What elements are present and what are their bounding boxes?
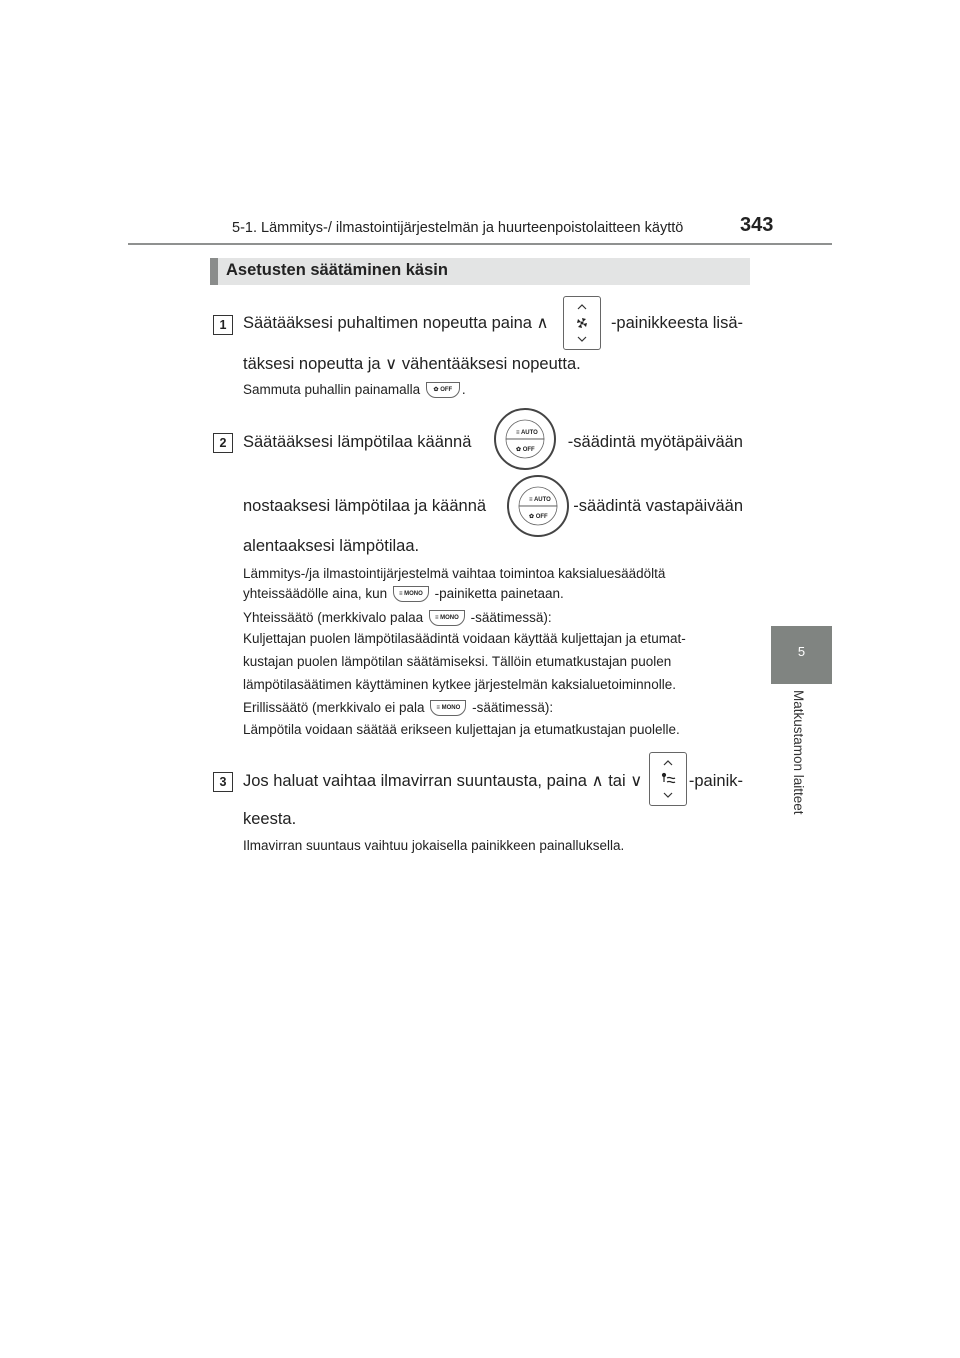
- step-2-note-1-line-1: Lämmitys-/ja ilmastointijärjestelmä vaihtaa toimintoa kaksialuesäädöltä: [243, 566, 666, 581]
- step-3-line-2: keesta.: [243, 810, 297, 828]
- header-divider: [128, 243, 832, 245]
- step-1-text-before-icon: Säätääksesi puhaltimen nopeutta paina ∧: [243, 314, 549, 332]
- mono-button-icon: ≡ MONO: [393, 586, 429, 602]
- step-2-line-2: nostaaksesi lämpötilaa ja käännä -säädintä vastapäivään: [243, 497, 743, 515]
- temperature-dial-icon: [494, 408, 556, 470]
- fan-off-button-icon: ✿ OFF: [426, 382, 460, 398]
- step-2-note-2-line-4: lämpötilasäätimen käyttäminen kytkee järjestelmän kaksialuetoiminnolle.: [243, 677, 676, 692]
- section-heading: [210, 258, 750, 285]
- airflow-mode-button-icon: [649, 752, 687, 806]
- mono-button-icon-3: ≡ MONO: [430, 700, 466, 716]
- mono-button-icon-2: ≡ MONO: [429, 610, 465, 626]
- step-1-line-2: täksesi nopeutta ja ∨ vähentääksesi nopeutta.: [243, 355, 581, 373]
- step-1-note: Sammuta puhallin painamalla ✿ OFF .: [243, 382, 466, 397]
- section-title: Asetusten säätäminen käsin: [226, 261, 448, 279]
- svg-text:≡ AUTO: ≡ AUTO: [529, 497, 551, 503]
- svg-text:≡ AUTO: ≡ AUTO: [516, 430, 538, 436]
- step-2-note-2-line-3: kustajan puolen lämpötilan säätämiseksi. Tällöin etumatkustajan puolen: [243, 654, 672, 669]
- step-1-line-1: [243, 313, 743, 333]
- chapter-tab: [771, 626, 832, 684]
- chapter-title: 5-1. Lämmitys-/ ilmastointijärjestelmän ja huurteenpoistolaitteen käyttö: [232, 220, 684, 236]
- section-heading-accent: [210, 258, 218, 285]
- step-3-note: Ilmavirran suuntaus vaihtuu jokaisella painikkeen painalluksella.: [243, 838, 625, 853]
- step-1-text-after-icon: -painikkeesta lisä-: [610, 313, 743, 332]
- chapter-tab-number: 5: [797, 644, 806, 659]
- step-3-line-1: Jos haluat vaihtaa ilmavirran suuntausta, paina ∧ tai ∨ -painik-: [243, 771, 743, 790]
- step-2-note-3-line-2: Lämpötila voidaan säätää erikseen kuljettajan ja etumatkustajan puolelle.: [243, 722, 680, 737]
- step-2-note-2-line-1: Yhteissäätö (merkkivalo palaa ≡ MONO -säätimessä):: [243, 610, 552, 625]
- step-number-3: 3: [213, 772, 233, 792]
- svg-text:✿ OFF: ✿ OFF: [516, 447, 535, 453]
- chapter-tab-label: Matkustamon laitteet: [791, 690, 806, 815]
- fan-speed-button-icon: [563, 296, 601, 350]
- step-2-note-3-line-1: Erillissäätö (merkkivalo ei pala ≡ MONO -säätimessä):: [243, 700, 554, 715]
- step-2-note-1-line-2: yhteissäädölle aina, kun ≡ MONO -painiketta painetaan.: [243, 586, 564, 601]
- step-2-line-3: alentaaksesi lämpötilaa.: [243, 537, 420, 555]
- temperature-dial-icon-2: [507, 475, 569, 537]
- svg-text:✿ OFF: ✿ OFF: [529, 514, 548, 520]
- step-number-1: 1: [213, 315, 233, 335]
- step-number-2: 2: [213, 433, 233, 453]
- step-2-note-2-line-2: Kuljettajan puolen lämpötilasäädintä voidaan käyttää kuljettajan ja etumat-: [243, 631, 686, 646]
- step-2-line-1: Säätääksesi lämpötilaa käännä -säädintä myötäpäivään: [243, 433, 743, 451]
- page-number: 343: [740, 214, 774, 236]
